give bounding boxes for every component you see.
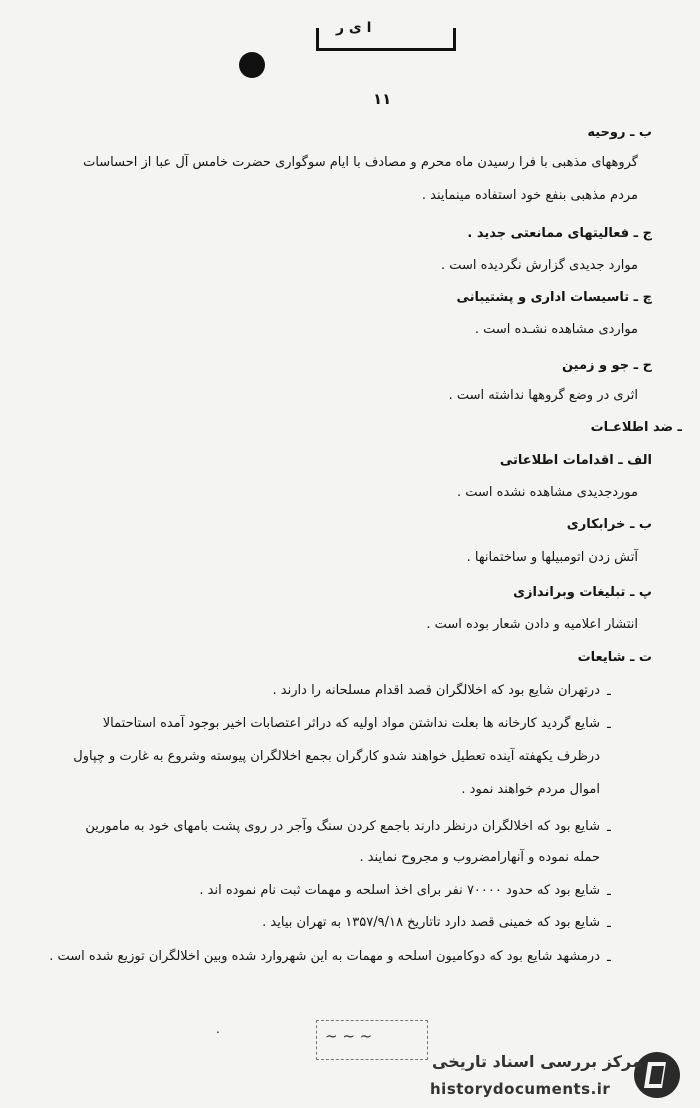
intelligence-line-1: موردجدیدی مشاهده نشده است . bbox=[456, 485, 638, 500]
section-heading-weather: ح ـ جو و زمین bbox=[561, 358, 652, 373]
punch-hole bbox=[239, 52, 265, 78]
signature: ~ ~ ~ bbox=[325, 1027, 373, 1045]
subsection-heading-intelligence: الف ـ اقدامات اطلاعاتی bbox=[499, 453, 652, 468]
bullet: ـ bbox=[607, 684, 611, 699]
section-heading-obstruction: ج ـ فعالیتهای ممانعتی جدید . bbox=[467, 226, 652, 241]
section-heading-facilities: چ ـ تاسیسات اداری و پشتیبانی bbox=[456, 290, 652, 305]
subsection-heading-propaganda: پ ـ تبلیغات وبراندازی bbox=[513, 585, 652, 600]
section-heading-counterintelligence: ـ ضد اطلاعـات bbox=[590, 420, 682, 435]
bullet: ـ bbox=[607, 717, 611, 732]
section-heading-morale: ب ـ روحیه bbox=[587, 125, 652, 140]
bullet: ـ bbox=[607, 820, 611, 835]
subsection-heading-rumors: ت ـ شایعات bbox=[577, 650, 652, 665]
rumor-5: شایع بود که خمینی قصد دارد تاتاریخ ۱۳۵۷/۹/۱۸ به تهران بیاید . bbox=[262, 915, 600, 930]
rumor-2-line-1: شایع گردید کارخانه ها بعلت نداشتن مواد اولیه که دراثر اعتصابات اخیر بوجود آمده استاحتمالا bbox=[102, 716, 600, 731]
bullet: ـ bbox=[607, 916, 611, 931]
subsection-heading-sabotage: ب ـ خرابکاری bbox=[566, 517, 652, 532]
rumor-3-line-1: شایع بود که اخلالگران درنظر دارند باجمع کردن سنگ وآجر در روی پشت بامهای خود به مامورین bbox=[85, 819, 600, 834]
rumor-2-line-2: درظرف یکهفته آینده تعطیل خواهند شدو کارگران بجمع اخلالگران پیوسته وشروع به غارت و چپاول bbox=[73, 749, 600, 764]
propaganda-line-1: انتشار اعلامیه و دادن شعار بوده است . bbox=[426, 617, 638, 632]
classification-stamp bbox=[316, 20, 450, 62]
obstruction-line-1: موارد جدیدی گزارش نگردیده است . bbox=[440, 258, 638, 273]
stamp-text: ا ی ر bbox=[336, 20, 372, 36]
rumor-2-line-3: اموال مردم خواهند نمود . bbox=[461, 782, 600, 797]
bullet: ـ bbox=[607, 884, 611, 899]
rumor-4: شایع بود که حدود ۷۰۰۰۰ نفر برای اخذ اسلحه و مهمات ثبت نام نموده اند . bbox=[199, 883, 600, 898]
archive-logo-text: مرکز بررسی اسناد تاریخی bbox=[432, 1052, 642, 1071]
sabotage-line-1: آتش زدن اتومبیلها و ساختمانها . bbox=[466, 550, 638, 565]
facilities-line-1: مواردی مشاهده نشـده است . bbox=[474, 322, 638, 337]
rumor-1: درتهران شایع بود که اخلالگران قصد اقدام مسلحانه را دارند . bbox=[272, 683, 600, 698]
archive-logo-url[interactable]: historydocuments.ir bbox=[430, 1080, 611, 1098]
signature-box bbox=[316, 1020, 428, 1060]
weather-line-1: اثری در وضع گروهها نداشته است . bbox=[448, 388, 638, 403]
morale-line-1: گروههای مذهبی با فرا رسیدن ماه محرم و مصادف با ایام سوگواری حضرت خامس آل عبا از احساسات bbox=[83, 155, 638, 170]
morale-line-2: مردم مذهبی بنفع خود استفاده مینمایند . bbox=[421, 188, 638, 203]
mark-dot: . bbox=[216, 1022, 220, 1036]
bullet: ـ bbox=[607, 950, 611, 965]
page-number: ۱۱ bbox=[373, 90, 392, 108]
rumor-3-line-2: حمله نموده و آنهارامضروب و مجروح نمایند . bbox=[359, 850, 600, 865]
rumor-6: درمشهد شایع بود که دوکامیون اسلحه و مهمات به این شهروارد شده وبین اخلالگران توزیع شده است . bbox=[49, 949, 600, 964]
